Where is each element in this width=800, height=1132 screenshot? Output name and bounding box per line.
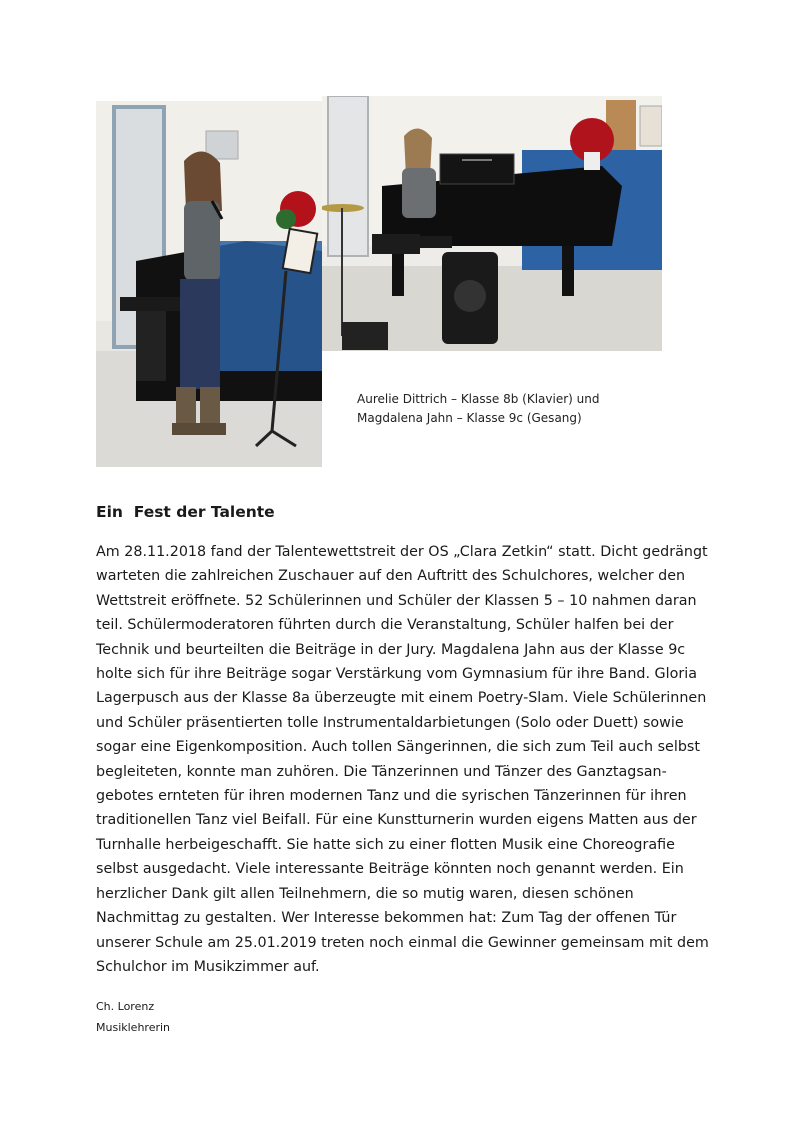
article-line: selbst ausgedacht. Viele interessante Beiträge könnten noch genannt werden. Ein [96, 861, 684, 878]
signature-block [96, 996, 170, 1038]
article-line: Wettstreit eröffnete. 52 Schülerinnen und Schüler der Klassen 5 – 10 nahmen daran [96, 592, 697, 609]
article-line: begleiteten, konnte man zuhören. Die Tänzerinnen und Tänzer des Ganztagsan- [96, 763, 667, 780]
article-line: traditionellen Tanz viel Beifall. Für eine Kunstturnerin wurden eigens Matten aus der [96, 812, 697, 829]
article-heading: Ein Fest der Talente [96, 503, 275, 521]
article-line: Schulchor im Musikzimmer auf. [96, 958, 320, 975]
article-line: sogar eine Eigenkomposition. Auch tollen Sängerinnen, die sich zum Teil auch selbst [96, 739, 700, 756]
article-line: holte sich für ihre Beiträge sogar Verstärkung vom Gymnasium für ihre Band. Gloria [96, 666, 697, 683]
pianist-photo-graphic [322, 96, 662, 351]
photo-caption [357, 390, 657, 428]
article-line: Nachmittag zu gestalten. Wer Interesse bekommen hat: Zum Tag der offenen Tür [96, 910, 677, 927]
author-name: Ch. Lorenz [96, 1000, 155, 1013]
article-line: Lagerpusch aus der Klasse 8a überzeugte mit einem Poetry-Slam. Viele Schülerinnen [96, 690, 707, 707]
article-line: herzlicher Dank gilt allen Teilnehmern, die so mutig waren, diesen schönen [96, 885, 634, 902]
author-role: Musiklehrerin [96, 1021, 171, 1034]
article-line: Am 28.11.2018 fand der Talentewettstreit der OS „Clara Zetkin“ statt. Dicht gedrängt [96, 544, 708, 560]
article-line: Turnhalle herbeigeschafft. Sie hatte sich zu einer flotten Musik eine Choreografie [96, 836, 675, 853]
article-line: und Schüler präsentierten tolle Instrumentaldarbietungen (Solo oder Duett) sowie [96, 714, 684, 731]
article-line: teil. Schülermoderatoren führten durch die Veranstaltung, Schüler halfen bei der [96, 617, 674, 634]
article-line: unserer Schule am 25.01.2019 treten noch einmal die Gewinner gemeinsam mit dem [96, 934, 709, 951]
article-line: warteten die zahlreichen Zuschauer auf den Auftritt des Schulchores, welcher den [96, 568, 686, 585]
article-body [96, 540, 716, 979]
caption-line: Magdalena Jahn – Klasse 9c (Gesang) [357, 411, 582, 425]
article-line: gebotes ernteten für ihren modernen Tanz und die syrischen Tänzerinnen für ihren [96, 788, 687, 805]
photo-singer [96, 101, 322, 467]
article-line: Technik und beurteilten die Beiträge in der Jury. Magdalena Jahn aus der Klasse 9c [96, 641, 686, 658]
caption-line: Aurelie Dittrich – Klasse 8b (Klavier) und [357, 392, 600, 406]
photo-pianist [322, 96, 662, 351]
singer-photo-graphic [96, 101, 322, 467]
